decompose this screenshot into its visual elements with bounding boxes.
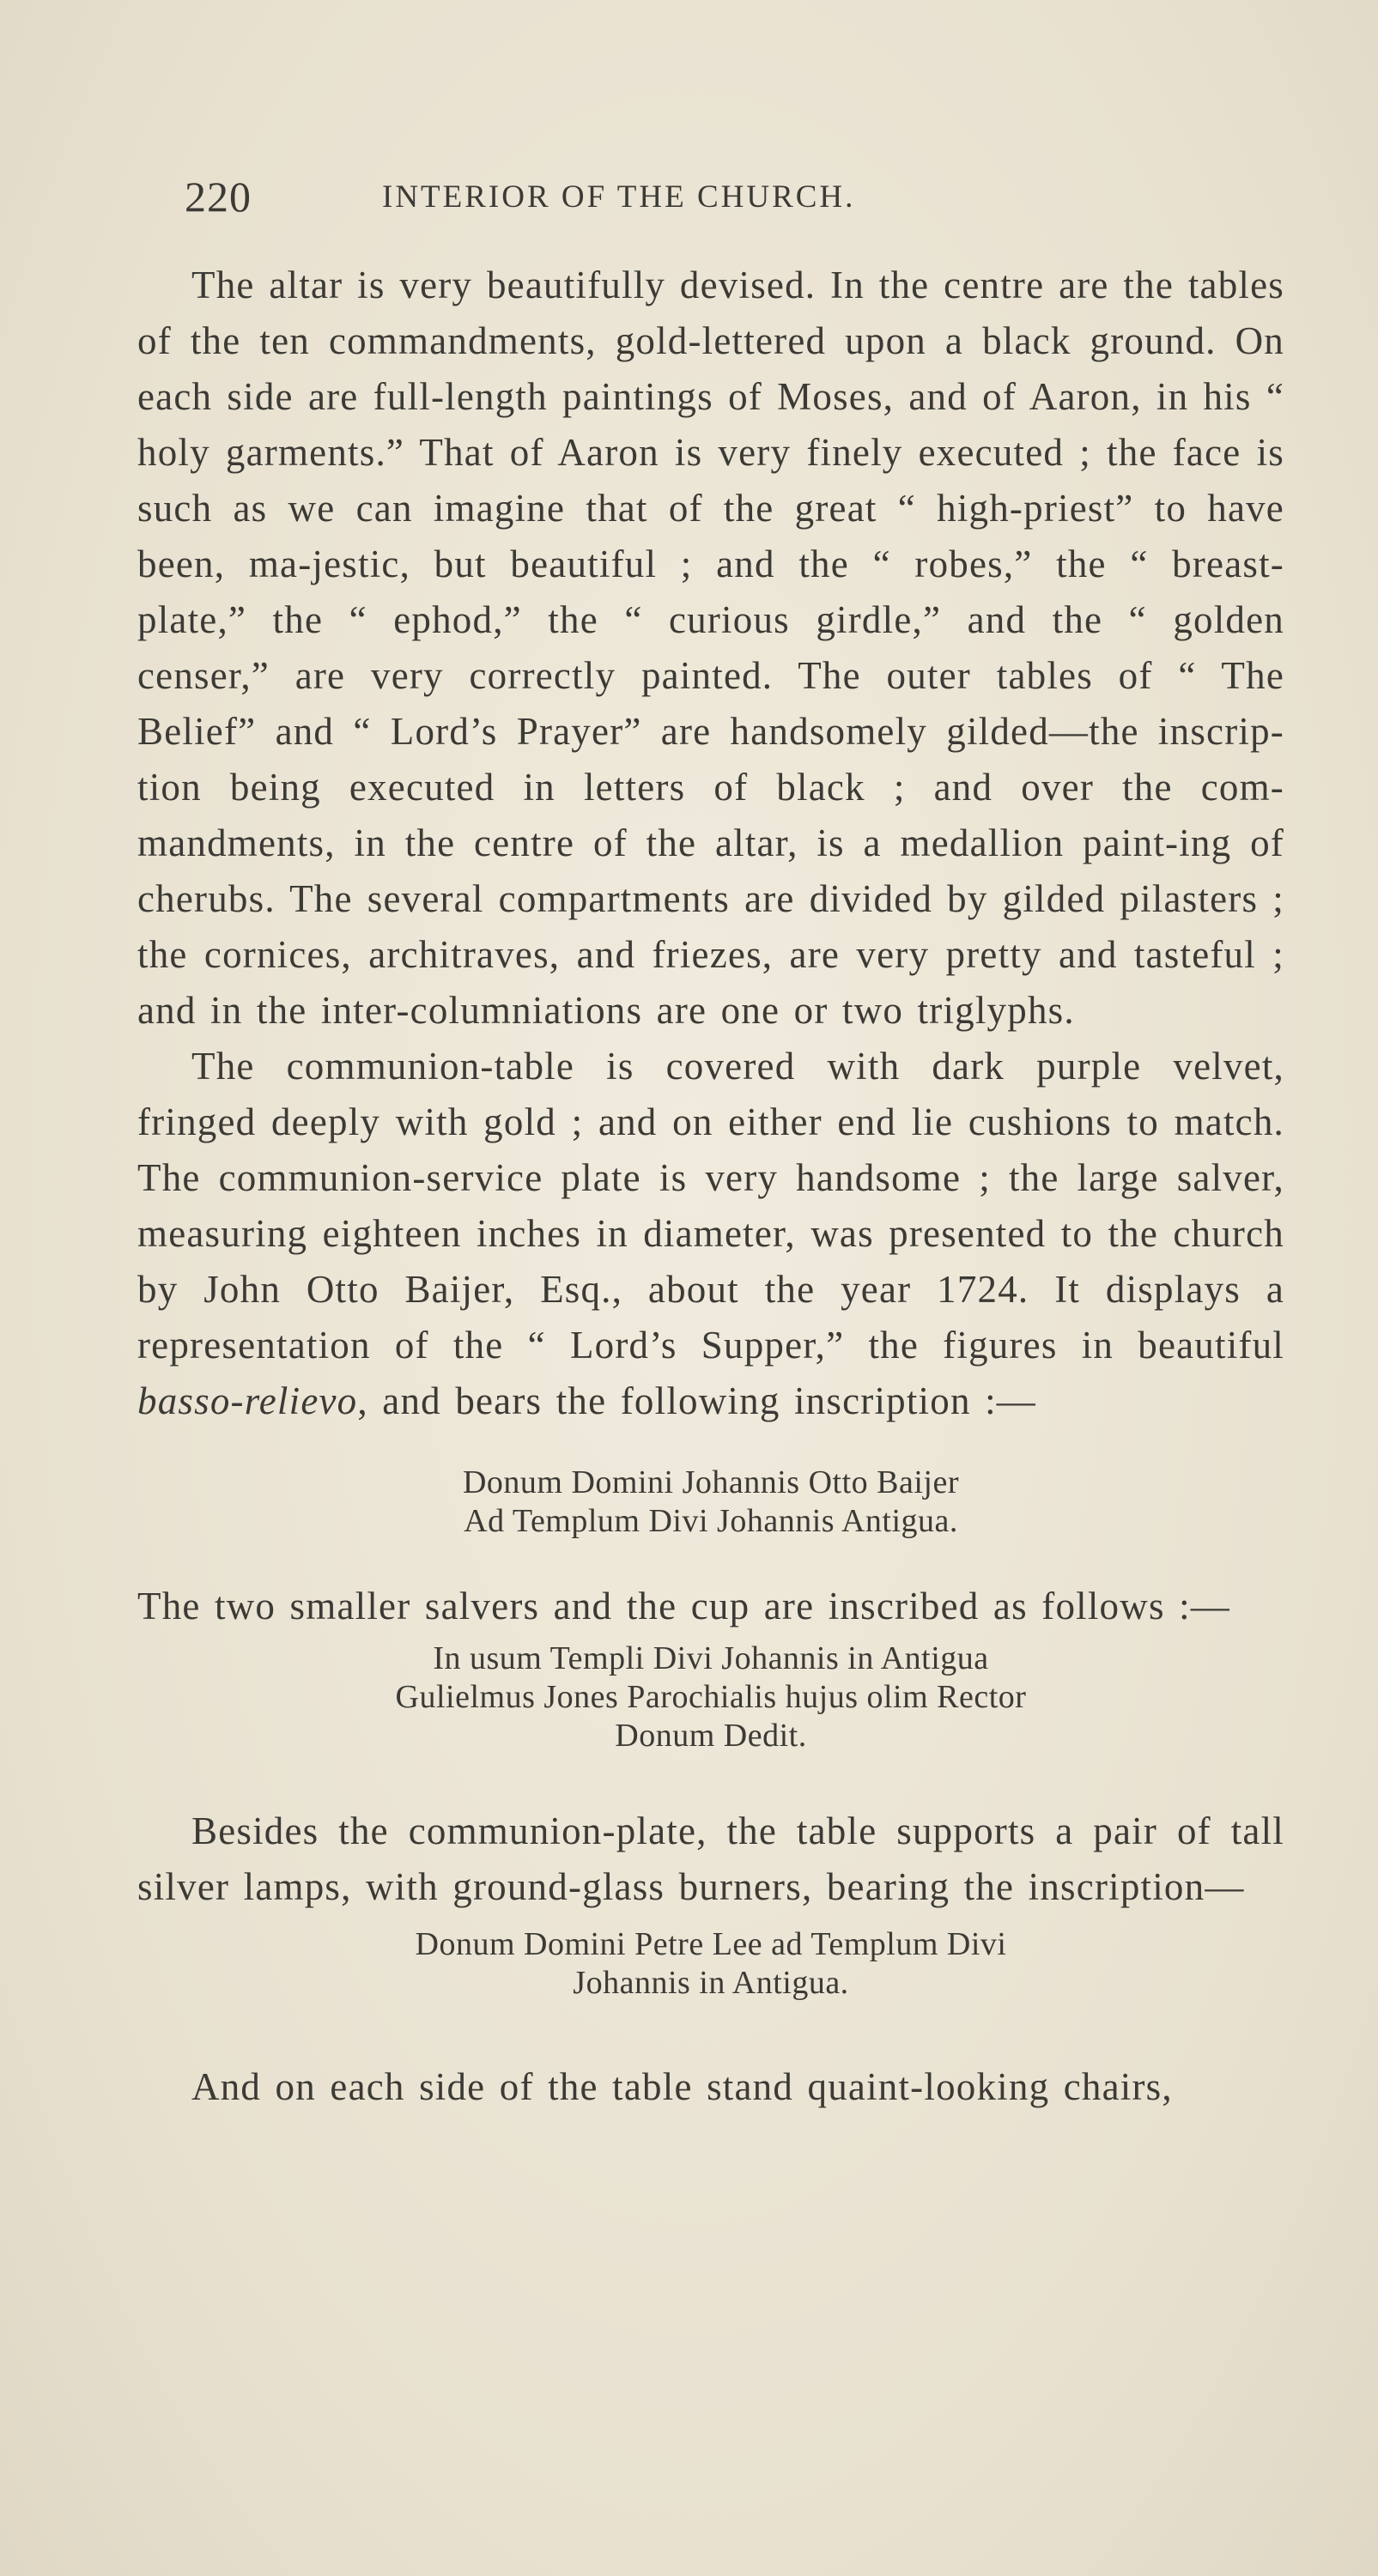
inscription-line: In usum Templi Divi Johannis in Antigua: [433, 1640, 989, 1676]
inscription-line: Donum Domini Johannis Otto Baijer: [462, 1464, 960, 1500]
inscription-salver: [137, 1464, 1284, 1541]
paragraph-communion-table: [137, 1039, 1284, 1429]
inscription-line: Gulielmus Jones Parochialis hujus olim Rector: [395, 1679, 1027, 1715]
basso-relievo-italic: basso-relievo: [137, 1379, 358, 1422]
paragraph-communion-table-text-1: The communion-table is covered with dark purple velvet, fringed deeply with gold ; and on either end lie cushions to match. The communion-service plate is very handsome ; the large salver, measuring eighteen inches in diameter, was presented to the church by John Otto Baijer, Esq., about the year 1724. It displays a representation of the “ Lord’s Supper,” the figures in beautiful: [137, 1045, 1284, 1367]
paragraph-communion-table-text-2: , and bears the following inscription :—: [357, 1379, 1037, 1422]
running-head: INTERIOR OF THE CHURCH.: [382, 179, 856, 215]
page-header: [185, 172, 1292, 223]
inscription-cup: [137, 1640, 1284, 1755]
paragraph-lamps: Besides the communion-plate, the table supports a pair of tall silver lamps, with ground-glass burners, bearing the inscription—: [137, 1809, 1284, 1908]
inscription-lamps: [137, 1925, 1284, 2003]
paragraph-chairs: And on each side of the table stand quaint-looking chairs,: [191, 2065, 1173, 2108]
inscription-line: Donum Dedit.: [615, 1718, 807, 1754]
inscription-line: Donum Domini Petre Lee ad Templum Divi: [415, 1926, 1007, 1962]
page-number: 220: [185, 173, 252, 221]
paragraph-smaller-salvers: The two smaller salvers and the cup are inscribed as follows :—: [137, 1585, 1231, 1627]
paragraph-altar: The altar is very beautifully devised. In the centre are the tables of the ten commandments, gold-lettered upon a black ground. On each side are full-length paintings of Moses, and of Aaron, in his “ holy garments.” That of Aaron is very finely executed ; the face is such as we can imagine that of the great “ high-priest” to have been, ma-jestic, but beautiful ; and the “ robes,” the “ breast-plate,” the “ ephod,” the “ curious girdle,” and the “ golden censer,” are very correctly painted. The outer tables of “ The Belief” and “ Lord’s Prayer” are handsomely gilded—the inscrip-tion being executed in letters of black ; and over the com-mandments, in the centre of the altar, is a medallion paint-ing of cherubs. The several compartments are divided by gilded pilasters ; the cornices, architraves, and friezes, are very pretty and tasteful ; and in the inter-columniations are one or two triglyphs.: [137, 264, 1284, 1032]
inscription-line: Johannis in Antigua.: [573, 1965, 849, 2001]
body-text: [137, 258, 1284, 2115]
inscription-line: Ad Templum Divi Johannis Antigua.: [464, 1503, 958, 1539]
